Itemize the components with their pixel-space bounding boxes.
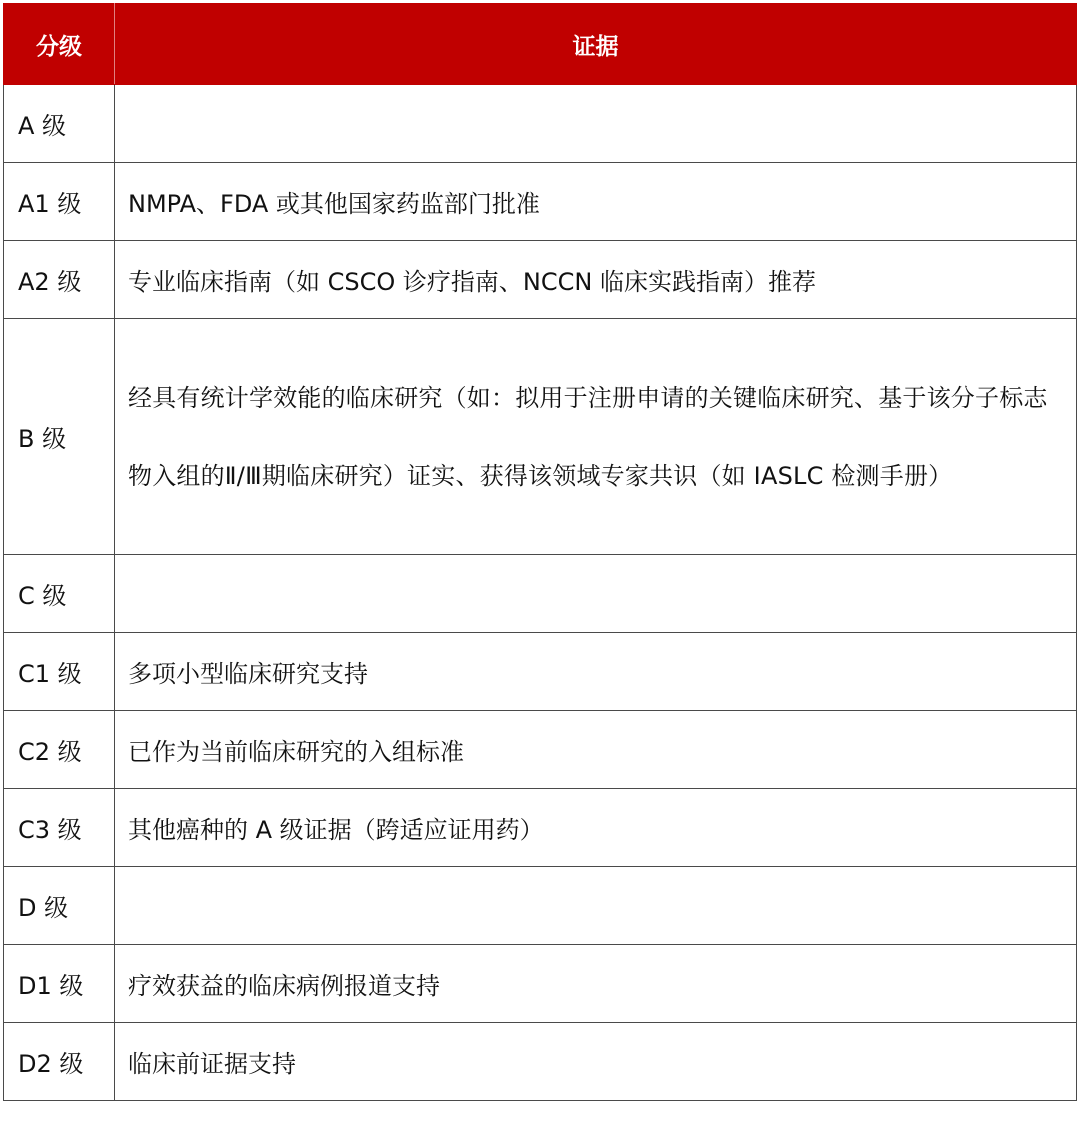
level-cell: B 级 <box>4 319 115 555</box>
table-row <box>4 867 1077 945</box>
evidence-cell <box>115 867 1077 945</box>
table-row <box>4 555 1077 633</box>
evidence-cell <box>115 85 1077 163</box>
level-cell: A 级 <box>4 85 115 163</box>
level-cell: C 级 <box>4 555 115 633</box>
level-cell: D 级 <box>4 867 115 945</box>
table-row <box>4 633 1077 711</box>
evidence-table-container <box>3 3 1076 1101</box>
evidence-cell: 疗效获益的临床病例报道支持 <box>115 945 1077 1023</box>
table-row <box>4 945 1077 1023</box>
table-row <box>4 163 1077 241</box>
level-cell: C2 级 <box>4 711 115 789</box>
evidence-cell: 专业临床指南（如 CSCO 诊疗指南、NCCN 临床实践指南）推荐 <box>115 241 1077 319</box>
level-cell: A1 级 <box>4 163 115 241</box>
level-cell: A2 级 <box>4 241 115 319</box>
table-row <box>4 789 1077 867</box>
level-cell: D1 级 <box>4 945 115 1023</box>
header-evidence: 证据 <box>115 4 1077 85</box>
table-row <box>4 241 1077 319</box>
evidence-cell <box>115 555 1077 633</box>
evidence-cell: 多项小型临床研究支持 <box>115 633 1077 711</box>
header-level: 分级 <box>4 4 115 85</box>
table-header-row <box>4 4 1077 85</box>
evidence-text: 经具有统计学效能的临床研究（如：拟用于注册申请的关键临床研究、基于该分子标志物入组的Ⅱ/Ⅲ期临床研究）证实、获得该领域专家共识（如 IASLC 检测手册） <box>128 383 1048 490</box>
level-cell: C3 级 <box>4 789 115 867</box>
table-row <box>4 319 1077 555</box>
table-row <box>4 85 1077 163</box>
table-row <box>4 711 1077 789</box>
evidence-cell: 已作为当前临床研究的入组标准 <box>115 711 1077 789</box>
evidence-cell <box>115 319 1077 555</box>
table-row <box>4 1023 1077 1101</box>
evidence-cell: 其他癌种的 A 级证据（跨适应证用药） <box>115 789 1077 867</box>
evidence-cell: 临床前证据支持 <box>115 1023 1077 1101</box>
evidence-level-table <box>3 3 1077 1101</box>
evidence-cell: NMPA、FDA 或其他国家药监部门批准 <box>115 163 1077 241</box>
level-cell: C1 级 <box>4 633 115 711</box>
level-cell: D2 级 <box>4 1023 115 1101</box>
